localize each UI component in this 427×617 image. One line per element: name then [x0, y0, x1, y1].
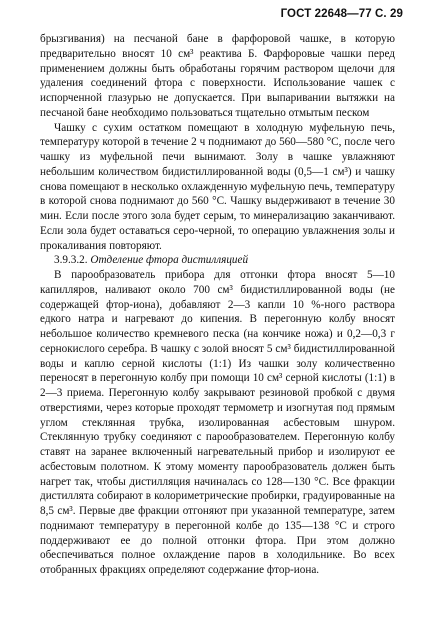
paragraph-distillation: В парообразователь прибора для отгонки фтора вносят 5—10 капилляров, наливают около 700 см³ бидистиллированной воды (не содержащей фтор-иона), добавляют 2—3 капли 10 %-ного раствора едкого натра и нагревают до кипения. В перегонную колбу вносят небольшое количество кремневого песка (на кончике ножа) и 0,2—0,3 г сернокислого серебра. В чашку с золой вносят 5 см³ бидистиллированной воды и каплю серной кислоты (1:1) Из чашки золу количественно переносят в перегонную колбу при помощи 10 см³ серной кислоты (1:1) в 2—3 приема. Перегонную колбу закрывают резиновой пробкой с двумя отверстиями, через которые проходят термометр и изогнутая под прямым углом стеклянная трубка, изолированная асбестовым шнуром. Стеклянную трубку соединяют с парообразователем. Перегонную колбу ставят на заранее включенный нагревательный прибор и изолируют ее асбестовым полотном. К этому моменту парообразователь должен быть нагрет так, чтобы дистилляция начиналась со 128—130 °С. Все фракции дистиллята собирают в колориметрические пробирки, градуированные на 8,5 см³. Первые две фракции отгоняют при указанной температуре, затем поднимают температуру в перегонной колбе до 135—138 °С и строго поддерживают ее до полной отгонки фтора. При этом должно обеспечиваться полное охлаждение паров в холодильнике. Во всех отобранных фракциях определяют содержание фтор-иона.	[40, 269, 395, 576]
page-header: ГОСТ 22648—77 С. 29	[280, 8, 403, 20]
document-body	[40, 32, 395, 578]
paragraph-ashing: Чашку с сухим остатком помещают в холодную муфельную печь, температуру которой в течение 2 ч поднимают до 560—580 °С, после чего чашку из муфельной печи вынимают. Золу в чашке увлажняют небольшим количеством бидистиллированной воды (0,5—1 см³) и чашку снова помещают в несколько охлажденную муфельную печь, температуру в которой снова поднимают до 560 °С. Чашку выдерживают в течение 30 мин. Если после этого зола будет серым, то минерализацию заканчивают. Если зола будет оставаться серо-черной, то операцию увлажнения золы и прокаливания повторяют.	[40, 121, 395, 252]
section-title: Отделение фтора дистилляцией	[90, 254, 249, 267]
paragraph-continuation: брызгивания) на песчаной бане в фарфоровой чашке, в которую предварительно вносят 10 см³ реактива Б. Фарфоровые чашки перед применением должны быть обработаны горячим раствором щелочи для удаления соединений фтора с поверхности. Использование чашек с испорченной глазурью не допускается. При выпаривании вытяжки на песчаной бане необходимо пользоваться тщательно отмытым песком	[40, 33, 395, 119]
section-heading	[40, 253, 395, 268]
section-number: 3.9.3.2.	[54, 254, 88, 267]
